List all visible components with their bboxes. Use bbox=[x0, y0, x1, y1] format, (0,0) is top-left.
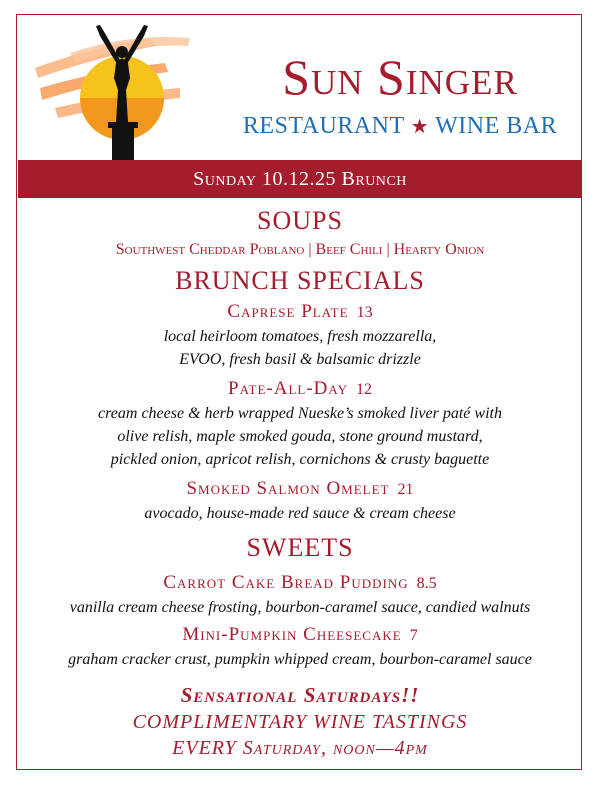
sun-singer-logo bbox=[30, 8, 215, 168]
item-name-line bbox=[16, 379, 584, 398]
subtitle-restaurant: RESTAURANT bbox=[242, 113, 405, 139]
item-name: Carrot Cake Bread Pudding bbox=[163, 572, 409, 593]
sweet-item bbox=[16, 573, 584, 619]
item-name: Mini-Pumpkin Cheesecake bbox=[182, 624, 402, 645]
item-name-line bbox=[16, 625, 584, 644]
item-description: pickled onion, apricot relish, cornichons & crusty baguette bbox=[110, 451, 490, 468]
item-description: EVOO, fresh basil & balsamic drizzle bbox=[179, 351, 421, 368]
item-description: cream cheese & herb wrapped Nueske’s smoked liver paté with bbox=[98, 405, 502, 422]
promo-tastings: COMPLIMENTARY WINE TASTINGS bbox=[132, 711, 468, 733]
promo-headline: Sensational Saturdays!! bbox=[180, 683, 420, 707]
item-name: Pate-All-Day bbox=[228, 378, 348, 399]
item-price: 21 bbox=[397, 481, 414, 498]
special-item bbox=[16, 379, 584, 471]
menu-body bbox=[16, 200, 584, 758]
item-description: local heirloom tomatoes, fresh mozzarella, bbox=[163, 328, 437, 345]
restaurant-name: Sun Singer bbox=[282, 49, 518, 105]
brunch-specials-heading: BRUNCH SPECIALS bbox=[175, 266, 425, 295]
star-icon: ★ bbox=[410, 116, 430, 138]
special-item bbox=[16, 302, 584, 371]
item-name: Smoked Salmon Omelet bbox=[186, 478, 390, 499]
item-price: 13 bbox=[356, 304, 373, 321]
item-description: vanilla cream cheese frosting, bourbon-caramel sauce, candied walnuts bbox=[69, 599, 531, 616]
sweets-heading: SWEETS bbox=[246, 533, 354, 562]
promo-schedule: EVERY Saturday, noon—4pm bbox=[172, 737, 428, 759]
item-description: avocado, house-made red sauce & cream cheese bbox=[144, 505, 456, 522]
item-name: Caprese Plate bbox=[227, 301, 349, 322]
restaurant-subtitle bbox=[228, 114, 572, 138]
item-price: 7 bbox=[409, 627, 418, 644]
item-name-line bbox=[16, 479, 584, 498]
item-name-line bbox=[16, 573, 584, 592]
subtitle-wine-bar: WINE BAR bbox=[435, 113, 558, 139]
item-price: 8.5 bbox=[416, 575, 437, 592]
special-item bbox=[16, 479, 584, 525]
item-price: 12 bbox=[355, 381, 372, 398]
sweet-item bbox=[16, 625, 584, 671]
item-name-line bbox=[16, 302, 584, 321]
item-description: olive relish, maple smoked gouda, stone ground mustard, bbox=[117, 428, 483, 445]
date-banner: Sunday 10.12.25 Brunch bbox=[18, 160, 582, 198]
soups-heading: SOUPS bbox=[257, 206, 343, 235]
soups-list: Southwest Cheddar Poblano | Beef Chili | Hearty Onion bbox=[115, 241, 485, 258]
item-description: graham cracker crust, pumpkin whipped cream, bourbon-caramel sauce bbox=[68, 651, 532, 668]
